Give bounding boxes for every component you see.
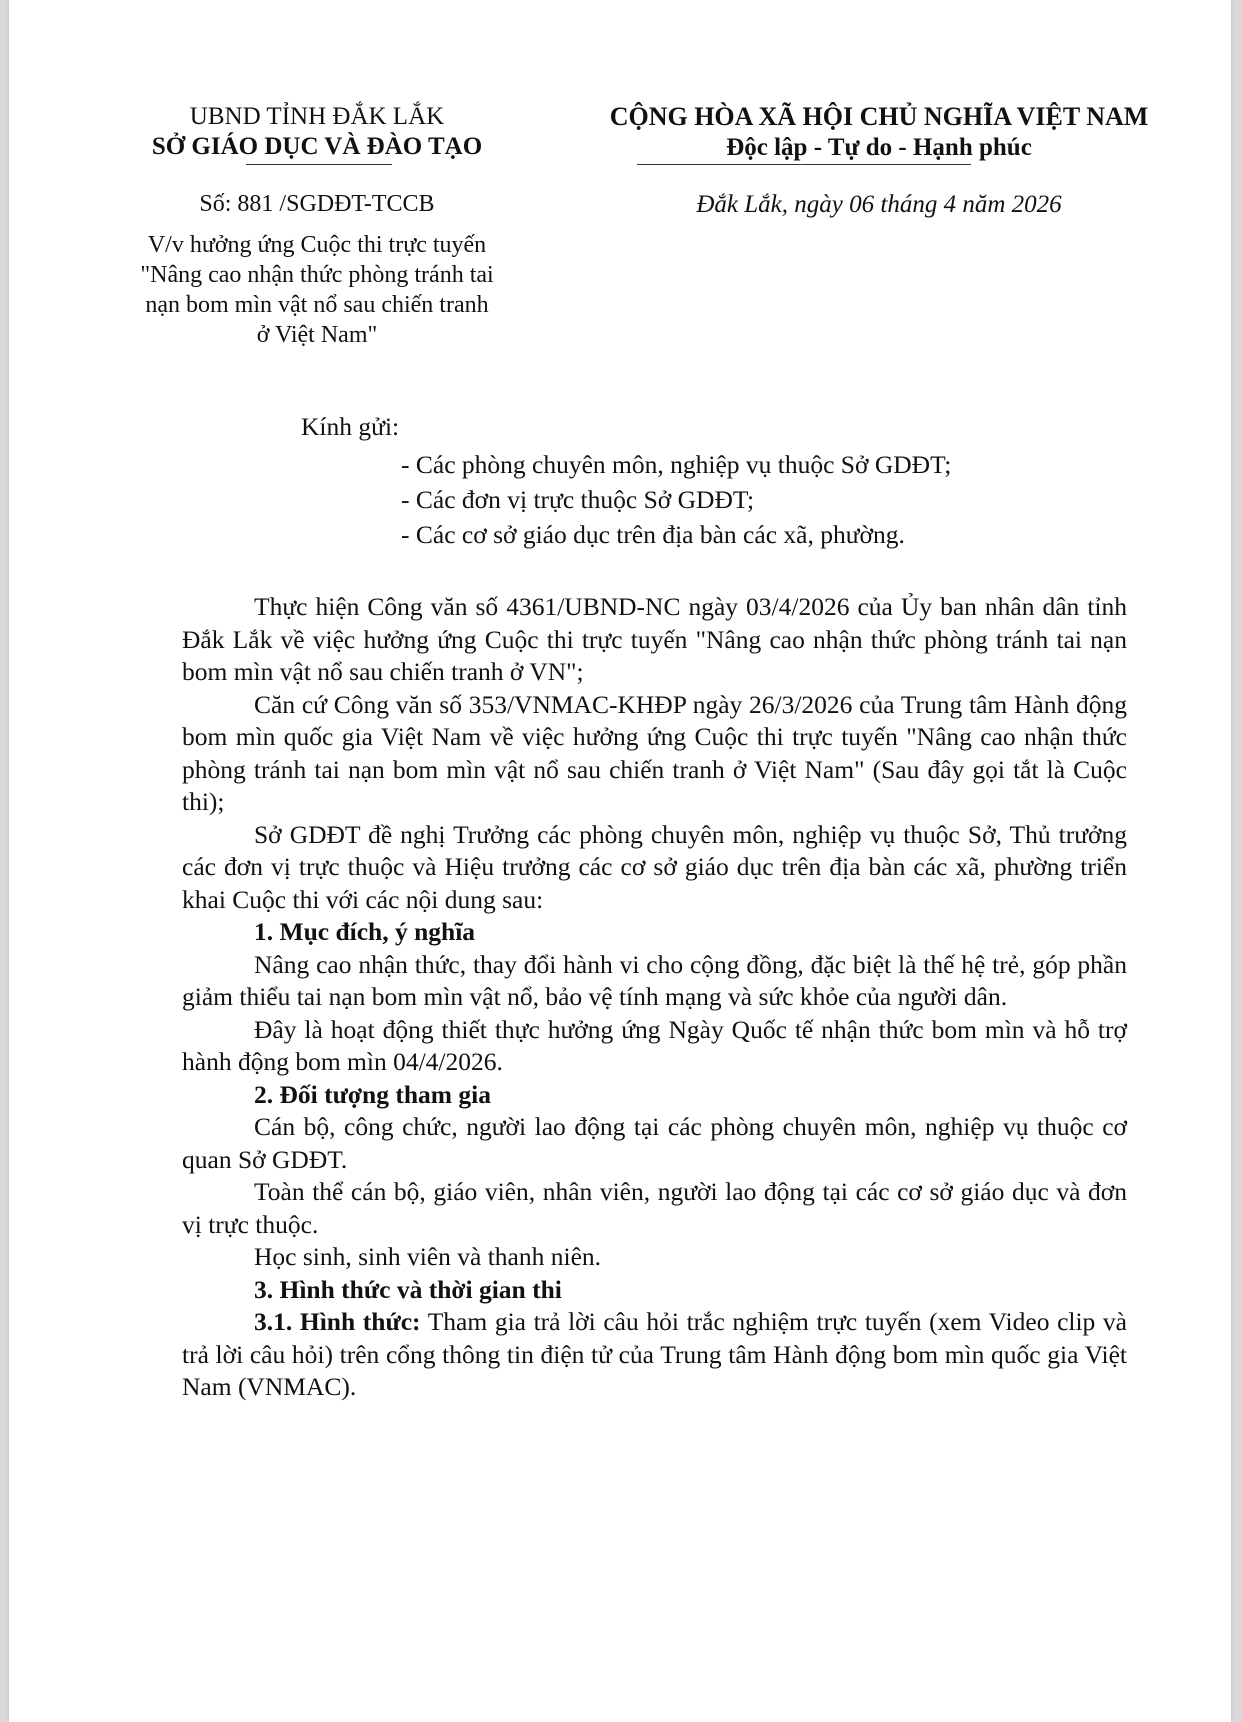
national-motto: Độc lập - Tự do - Hạnh phúc <box>726 134 1032 161</box>
paragraph-implementation: Thực hiện Công văn số 4361/UBND-NC ngày 03/4/2026 của Ủy ban nhân dân tỉnh Đắk Lắk về việc hưởng ứng Cuộc thi trực tuyến "Nâng cao nhận thức phòng tránh tai nạn bom mìn vật nổ sau chiến tranh ở VN"; <box>182 592 1127 686</box>
paragraph-basis: Căn cứ Công văn số 353/VNMAC-KHĐP ngày 26/3/2026 của Trung tâm Hành động bom mìn quốc gia Việt Nam về việc hưởng ứng Cuộc thi trực tuyến "Nâng cao nhận thức phòng tránh tai nạn bom mìn vật nổ sau chiến tranh ở Việt Nam" (Sau đây gọi tắt là Cuộc thi); <box>182 689 1127 816</box>
body-text <box>182 591 1127 1404</box>
agency-parent: UBND TỈNH ĐẮK LẮK <box>189 103 445 130</box>
subsection-label: 3.1. Hình thức: <box>254 1307 421 1336</box>
subject-line: ở Việt Nam" <box>256 322 378 348</box>
subject-line: "Nâng cao nhận thức phòng tránh tai <box>140 262 494 288</box>
recipient-item: - Các phòng chuyên môn, nghiệp vụ thuộc Sở GDĐT; <box>401 450 952 479</box>
motto-underline <box>637 164 971 165</box>
subject-line: V/v hưởng ứng Cuộc thi trực tuyến <box>147 232 487 258</box>
agency-underline <box>246 164 392 165</box>
paragraph-request: Sở GDĐT đề nghị Trưởng các phòng chuyên môn, nghiệp vụ thuộc Sở, Thủ trưởng các đơn vị trực thuộc và Hiệu trưởng các cơ sở giáo dục trên địa bàn các xã, phường triển khai Cuộc thi với các nội dung sau: <box>182 819 1127 914</box>
paragraph: Toàn thể cán bộ, giáo viên, nhân viên, người lao động tại các cơ sở giáo dục và đơn vị trực thuộc. <box>182 1177 1127 1239</box>
agency-name: SỞ GIÁO DỤC VÀ ĐÀO TẠO <box>151 133 483 160</box>
subject-block <box>97 230 537 350</box>
paragraph: Cán bộ, công chức, người lao động tại các phòng chuyên môn, nghiệp vụ thuộc cơ quan Sở GDĐT. <box>182 1112 1127 1174</box>
document-number: Số: 881 /SGDĐT-TCCB <box>199 191 435 217</box>
country-name: CỘNG HÒA XÃ HỘI CHỦ NGHĨA VIỆT NAM <box>609 102 1149 131</box>
greeting: Kính gửi: <box>301 412 400 441</box>
recipient-item: - Các cơ sở giáo dục trên địa bàn các xã, phường. <box>401 520 905 549</box>
subject-line: nạn bom mìn vật nổ sau chiến tranh <box>145 292 489 318</box>
section-heading: 3. Hình thức và thời gian thi <box>254 1274 562 1304</box>
paragraph: Nâng cao nhận thức, thay đổi hành vi cho cộng đồng, đặc biệt là thế hệ trẻ, góp phần giảm thiểu tai nạn bom mìn vật nổ, bảo vệ tính mạng và sức khỏe của người dân. <box>182 949 1127 1011</box>
paragraph-format <box>182 1306 1127 1404</box>
subsection-text: Tham gia trả lời câu hỏi trắc nghiệm trực tuyến (xem Video clip và trả lời câu hỏi) trên cổng thông tin điện tử của Trung tâm Hành động bom mìn quốc gia Việt Nam (VNMAC). <box>182 1307 1127 1401</box>
paragraph: Đây là hoạt động thiết thực hưởng ứng Ngày Quốc tế nhận thức bom mìn và hỗ trợ hành động bom mìn 04/4/2026. <box>182 1014 1127 1076</box>
document-page <box>9 0 1231 1722</box>
recipient-item: - Các đơn vị trực thuộc Sở GDĐT; <box>401 485 755 514</box>
paragraph: Học sinh, sinh viên và thanh niên. <box>254 1242 602 1271</box>
section-heading: 1. Mục đích, ý nghĩa <box>254 917 476 946</box>
place-date: Đắk Lắk, ngày 06 tháng 4 năm 2026 <box>696 191 1062 218</box>
section-heading: 2. Đối tượng tham gia <box>254 1079 491 1109</box>
